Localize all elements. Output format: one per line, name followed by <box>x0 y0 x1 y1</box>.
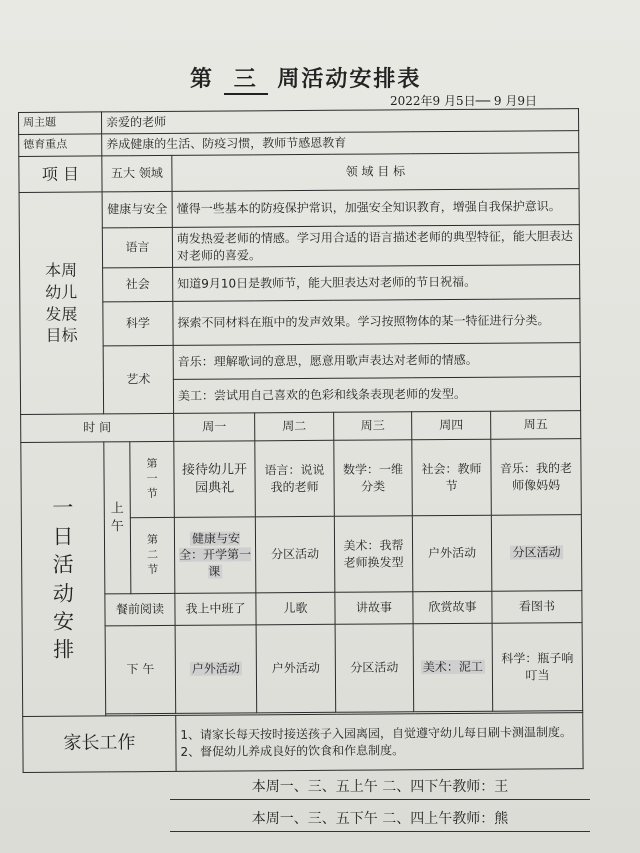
page-title <box>190 62 490 95</box>
domain-name: 艺术 <box>103 345 173 413</box>
goals-header-row <box>19 153 579 193</box>
domain-row <box>20 299 580 347</box>
domain-name: 语言 <box>102 227 172 267</box>
period2-cell: 美术：我帮老师换发型 <box>334 516 413 593</box>
reading-cell: 我上中班了 <box>175 593 256 626</box>
period2-cell: 分区活动 <box>255 516 335 593</box>
title-suffix: 周活动安排表 <box>277 66 422 92</box>
domain-name: 社会 <box>103 267 173 301</box>
parent-row <box>23 713 583 773</box>
time-label: 时 间 <box>21 413 174 442</box>
day-header: 周二 <box>255 412 334 441</box>
domain-goal-music: 音乐：理解歌词的意思，愿意用歌声表达对老师的情感。 <box>173 343 580 380</box>
schedule-table <box>18 108 584 773</box>
daily-schedule-label: 一 日 活 动 安 排 <box>21 442 106 717</box>
domain-goal: 知道9月10日是教师节，能大胆表达对老师的节日祝福。 <box>173 265 580 302</box>
period2-cell: 分区活动 <box>491 515 582 592</box>
period1-label: 第 一 节 <box>130 441 175 517</box>
item-header: 项 目 <box>19 156 102 193</box>
domain-goal: 探索不同材料在瓶中的发声效果。学习按照物体的某一特征进行分类。 <box>173 299 580 346</box>
parent-content <box>176 713 583 772</box>
teacher-line: 本周一、三、五上午 二、四下午教师：王 <box>170 776 590 800</box>
domain-row <box>20 265 580 303</box>
reading-cell: 儿歌 <box>256 592 335 625</box>
theme-label: 周主题 <box>19 112 102 135</box>
week-number: 三 <box>224 62 268 95</box>
reading-cell: 看图书 <box>492 591 582 624</box>
period2-cell: 健康与安全：开学第一课 <box>174 517 256 594</box>
domain-name: 科学 <box>103 301 173 345</box>
target-header: 领 域 目 标 <box>172 153 579 192</box>
teacher-line: 本周一、三、五下午 二、四上午教师：熊 <box>170 808 590 832</box>
period1-cell: 语言：说说我的老师 <box>255 440 335 517</box>
domain-header: 五大 领域 <box>102 155 172 191</box>
period2-cell: 户外活动 <box>412 515 492 592</box>
parent-line: 2、督促幼儿养成良好的饮食和作息制度。 <box>180 742 405 759</box>
domain-goal-art: 美工：尝试用自己喜欢的色彩和线条表现老师的发型。 <box>173 377 580 414</box>
domain-goal: 懂得一些基本的防疫保护常识，加强安全知识教育，增强自我保护意识。 <box>172 189 579 228</box>
afternoon-cell: 户外活动 <box>256 624 336 713</box>
afternoon-cell: 分区活动 <box>335 624 414 713</box>
domain-row <box>20 343 580 381</box>
moral-value: 养成健康的生活、防疫习惯，教师节感恩教育 <box>102 131 579 156</box>
parent-label: 家长工作 <box>23 715 176 772</box>
day-header: 周四 <box>412 411 491 440</box>
afternoon-label: 下 午 <box>105 625 176 713</box>
period2-label: 第 二 节 <box>130 517 175 593</box>
parent-line: 1、请家长每天按时接送孩子入园离园，自觉遵守幼儿每日刷卡测温制度。 <box>180 725 573 743</box>
domain-goal: 萌发热爱老师的情感。学习用合适的语言描述老师的典型特征，能大胆表达对老师的喜爱。 <box>172 225 579 268</box>
time-header-row <box>21 411 581 443</box>
period1-cell: 社会：教师节 <box>412 439 492 516</box>
afternoon-cell: 美术：泥工 <box>413 623 493 712</box>
afternoon-cell: 户外活动 <box>175 625 257 714</box>
reading-row <box>22 591 582 627</box>
title-prefix: 第 <box>190 66 215 92</box>
day-header: 周一 <box>174 413 255 442</box>
period1-row <box>21 439 582 519</box>
period1-cell: 数学：一维分类 <box>334 440 413 517</box>
reading-cell: 讲故事 <box>335 592 413 625</box>
theme-value: 亲爱的老师 <box>102 109 579 134</box>
morning-label: 上 午 <box>104 442 131 594</box>
weekly-goals-label: 本周 幼儿 发展 目标 <box>19 192 104 415</box>
reading-label: 餐前阅读 <box>105 593 175 625</box>
domain-row <box>19 225 579 269</box>
day-header: 周五 <box>491 411 581 440</box>
afternoon-row <box>22 623 583 715</box>
period1-cell: 音乐：我的老师像妈妈 <box>491 439 582 516</box>
period1-cell: 接待幼儿开园典礼 <box>174 441 256 518</box>
afternoon-cell: 科学：瓶子响叮当 <box>492 623 583 712</box>
moral-label: 德育重点 <box>19 134 102 157</box>
domain-name: 健康与安全 <box>102 191 172 227</box>
domain-row <box>19 189 579 229</box>
date-range: 2022年9 月5日── 9 月9日 <box>390 94 537 108</box>
day-header: 周三 <box>334 412 412 441</box>
reading-cell: 欣赏故事 <box>413 591 492 624</box>
